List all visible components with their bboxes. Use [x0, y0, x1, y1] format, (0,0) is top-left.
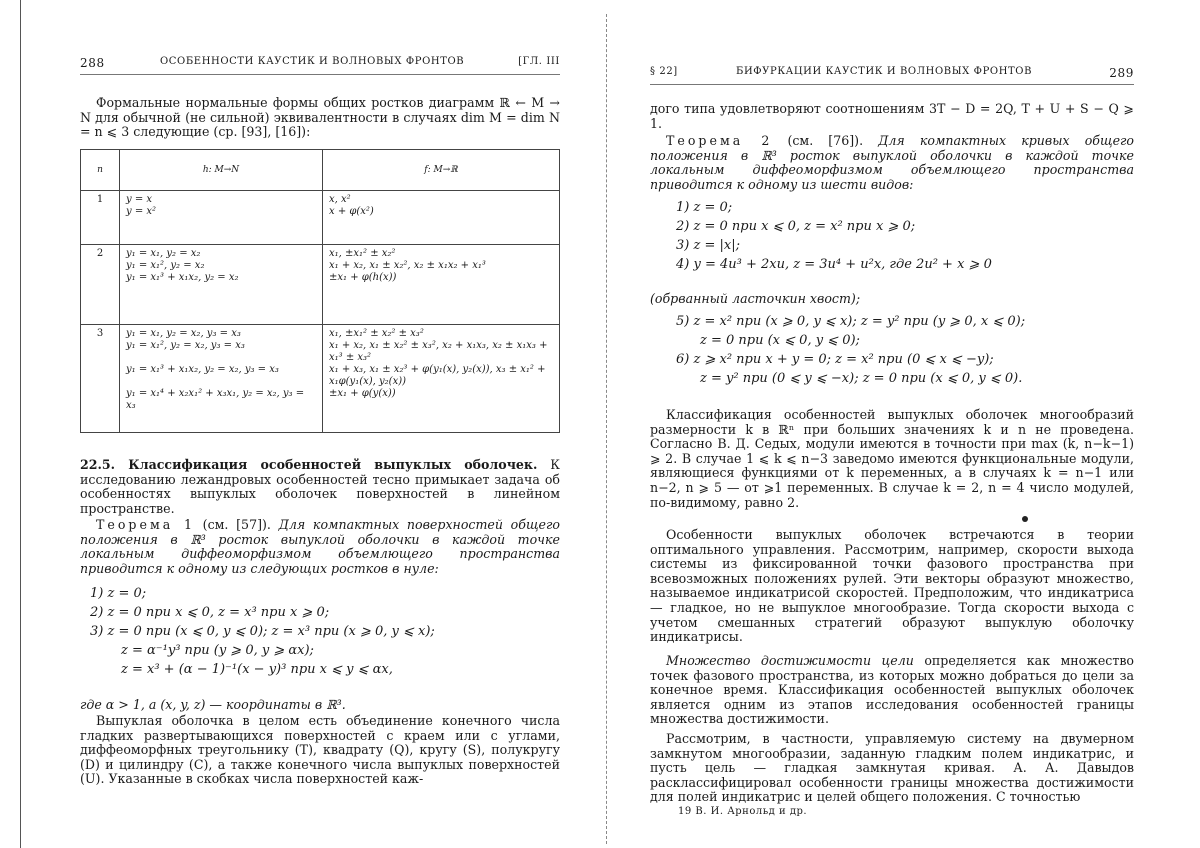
- table-cell-line: y₁ = x₁³ + x₁x₂, y₂ = x₂: [126, 272, 239, 283]
- left-head-rule: [80, 74, 560, 75]
- table-row: [81, 191, 560, 245]
- table-cell-n: 2: [81, 245, 120, 325]
- formula-line: z = 0 при (x ⩽ 0, y ⩽ 0);: [700, 333, 860, 348]
- swallowtail-note: (обрванный ласточкин хвост);: [650, 291, 861, 306]
- right-section-label: § 22]: [650, 66, 678, 77]
- formula-line: z = α⁻¹y³ при (y ⩾ 0, y ⩾ αx);: [121, 643, 314, 658]
- table-cell-line: ±x₁ + φ(h(x)): [329, 272, 397, 283]
- theorem-2-word: Теорема 2: [666, 133, 773, 148]
- right-paragraph-2: Особенности выпуклых оболочек встречаются в теории оптимального управления. Рассмотрим, например, скорости выхода системы из фиксированной точки фазового пространства при всевозможных положениях рулей. Эти векторы образуют множество, называемое индикатрисой скоростей. Предположим, что индикатриса — гладкое, но не выпуклое многообразие. Тогда скорости выхода с учетом смешанных стратегий образуют выпуклую оболочку индикатрисы.: [650, 527, 1134, 645]
- table-cell-line: x₁ + x₂, x₁ ± x₂² ± x₃², x₂ + x₁x₃, x₂ ± x₁x₃ + x₁³ ± x₃²: [329, 340, 548, 363]
- left-chapter-label: [ГЛ. III: [518, 56, 560, 67]
- right-paragraph-3-text: определяется как множество точек фазового пространства, из которых можно добраться до цели за конечное время. Классификация особенностей выпуклых оболочек является одним из этапов исследования особенностей границы множества достижимости.: [650, 653, 1134, 727]
- right-running-title: БИФУРКАЦИИ КАУСТИК И ВОЛНОВЫХ ФРОНТОВ: [736, 66, 1033, 77]
- theorem-1-ref: (см. [57]).: [202, 517, 271, 532]
- left-page-number: 288: [80, 56, 105, 70]
- formula-line: 1) z = 0;: [90, 586, 147, 601]
- book-gutter: [606, 14, 609, 844]
- table-cell-h: [120, 245, 323, 325]
- table-cell-line: x₁ + x₃, x₁ ± x₂³ + φ(y₁(x), y₂(x)), x₃ ± x₁² + x₁φ(y₁(x), y₂(x)): [329, 364, 546, 387]
- right-paragraph-1: Классификация особенностей выпуклых оболочек многообразий размерности k в ℝⁿ при больших значениях k и n не проведена. Согласно В. Д. Седых, модули имеются в точности при max (k, n−k−1) ⩾ 2. В случае 1 ⩽ k ⩽ n−3 заведомо имеются функциональные модули, являющиеся функциями от k переменных, а в случаях k = n−1 или n−2, n ⩾ 5 — от ⩾1 переменных. В случае k = 2, n = 4 число модулей, по-видимому, равно 2.: [650, 407, 1134, 510]
- formula-line: 3) z = 0 при (x ⩽ 0, y ⩽ 0); z = x³ при (x ⩾ 0, y ⩽ x);: [90, 624, 435, 639]
- formula-line: 5) z = x² при (x ⩾ 0, y ⩽ x); z = y² при (y ⩾ 0, x ⩽ 0);: [676, 314, 1026, 329]
- formula-line: z = x³ + (α − 1)⁻¹(x − y)³ при x ⩽ y ⩽ αx,: [121, 662, 393, 677]
- left-running-head: [80, 56, 560, 72]
- table-cell-h: [120, 191, 323, 245]
- theorem-2-formulas-a: [676, 198, 992, 274]
- theorem-1-formulas: [90, 584, 435, 679]
- left-running-title: ОСОБЕННОСТИ КАУСТИК И ВОЛНОВЫХ ФРОНТОВ: [160, 56, 465, 67]
- theorem-1-paragraph: [80, 518, 560, 576]
- formula-line: 1) z = 0;: [676, 200, 733, 215]
- table-cell-line: x₁, ±x₁² ± x₂²: [329, 248, 396, 259]
- left-intro-paragraph: Формальные нормальные формы общих ростков диаграмм ℝ ← M → N для обычной (не сильной) эквивалентности в случаях dim M = dim N = n ⩽ 3 следующие (ср. [93], [16]):: [80, 95, 560, 140]
- section-text: К исследованию лежандровых особенностей тесно примыкает задача об особенностях выпуклых оболочек поверхностей в линейном пространстве.: [80, 457, 560, 516]
- table-cell-line: y₁ = x₁², y₂ = x₂: [126, 260, 205, 271]
- table-cell-line: x₁, ±x₁² ± x₂² ± x₃²: [329, 328, 424, 339]
- table-cell-line: x₁ + x₂, x₁ ± x₂², x₂ ± x₁x₂ + x₁³: [329, 260, 486, 271]
- table-row: [81, 245, 560, 325]
- table-header-f: f: M→ℝ: [323, 150, 560, 191]
- table-header-n: n: [81, 150, 120, 191]
- formula-line: 4) y = 4u³ + 2xu, z = 3u⁴ + u²x, где 2u² + x ⩾ 0: [676, 257, 992, 272]
- signature-footer: 19 В. И. Арнольд и др.: [678, 806, 808, 817]
- table-cell-line: y₁ = x₁², y₂ = x₂, y₃ = x₃: [126, 340, 245, 351]
- table-cell-line: y₁ = x₁⁴ + x₂x₁² + x₃x₁, y₂ = x₂, y₃ = x₃: [126, 388, 305, 411]
- table-cell-line: y = x: [126, 194, 153, 205]
- section-title: 22.5. Классификация особенностей выпуклых оболочек.: [80, 457, 538, 472]
- table-cell-f: [323, 325, 560, 433]
- right-paragraph-4: Рассмотрим, в частности, управляемую систему на двумерном замкнутом многообразии, заданную гладким полем индикатрис, и пусть цель — гладкая замкнутая кривая. А. А. Давыдов расклассифицировал особенности границы множества достижимости для полей индикатрис и целей общего положения. С точностью: [650, 731, 1134, 805]
- theorem-2-ref: (см. [76]).: [787, 133, 864, 148]
- theorem-2-formulas-b: [676, 312, 1025, 388]
- table-cell-f: [323, 191, 560, 245]
- theorem-2-text: Для компактных кривых общего положения в ℝ³ росток выпуклой оболочки в каждой точке локальным диффеоморфизмом объемлющего пространства приводится к одному из шести видов:: [650, 133, 1134, 192]
- table-header-row: [81, 150, 560, 191]
- theorem-2-paragraph: [650, 134, 1134, 192]
- page-edge-line: [20, 0, 21, 848]
- right-page: [650, 0, 1134, 848]
- table-cell-n: 1: [81, 191, 120, 245]
- right-paragraph-3: [650, 654, 1134, 727]
- formula-line: 2) z = 0 при x ⩽ 0, z = x² при x ⩾ 0;: [676, 219, 916, 234]
- reachability-term: Множество достижимости цели: [666, 653, 914, 668]
- table-cell-line: y₁ = x₁, y₂ = x₂: [126, 248, 201, 259]
- where-line: где α > 1, a (x, y, z) — координаты в ℝ³.: [80, 697, 346, 712]
- table-cell-line: y = x²: [126, 206, 157, 217]
- right-head-rule: [650, 84, 1134, 85]
- formula-line: 2) z = 0 при x ⩽ 0, z = x³ при x ⩾ 0;: [90, 605, 330, 620]
- theorem-1-text: Для компактных поверхностей общего положения в ℝ³ росток выпуклой оболочки в каждой точке локальным диффеоморфизмом объемлющего пространства приводится к одному из следующих ростков в нуле:: [80, 517, 560, 576]
- table-cell-f: [323, 245, 560, 325]
- left-page: [80, 0, 560, 848]
- section-22-5-paragraph: [80, 458, 560, 516]
- formula-line: 3) z = |x|;: [676, 238, 740, 253]
- table-header-h: h: M→N: [120, 150, 323, 191]
- table-row: [81, 325, 560, 433]
- right-continued-text: дого типа удовлетворяют соотношениям 3T − D = 2Q, T + U + S − Q ⩾ 1.: [650, 101, 1134, 131]
- table-cell-line: y₁ = x₁³ + x₁x₂, y₂ = x₂, y₃ = x₃: [126, 364, 279, 375]
- theorem-1-word: Теорема 1: [96, 517, 195, 532]
- table-cell-line: ±x₁ + φ(y(x)): [329, 388, 396, 399]
- right-running-head: [650, 66, 1134, 82]
- left-closing-paragraph: Выпуклая оболочка в целом есть объединение конечного числа гладких развертывающихся поверхностей с краем или с углами, диффеоморфных треугольнику (T), квадрату (Q), кругу (S), полукругу (D) и цилиндру (C), а также конечного числа выпуклых поверхностей (U). Указанные в скобках числа поверхностей каж-: [80, 713, 560, 787]
- table-cell-n: 3: [81, 325, 120, 433]
- right-page-number: 289: [1109, 66, 1134, 80]
- formula-line: z = y² при (0 ⩽ y ⩽ −x); z = 0 при (x ⩽ 0, y ⩽ 0).: [700, 371, 1023, 386]
- table-cell-line: y₁ = x₁, y₂ = x₂, y₃ = x₃: [126, 328, 241, 339]
- normal-forms-table: [80, 149, 560, 433]
- formula-line: 6) z ⩾ x² при x + y = 0; z = x² при (0 ⩽ x ⩽ −y);: [676, 352, 994, 367]
- table-cell-h: [120, 325, 323, 433]
- ink-dot: [1022, 516, 1028, 522]
- table-cell-line: x, x²: [329, 194, 351, 205]
- table-cell-line: x + φ(x²): [329, 206, 374, 217]
